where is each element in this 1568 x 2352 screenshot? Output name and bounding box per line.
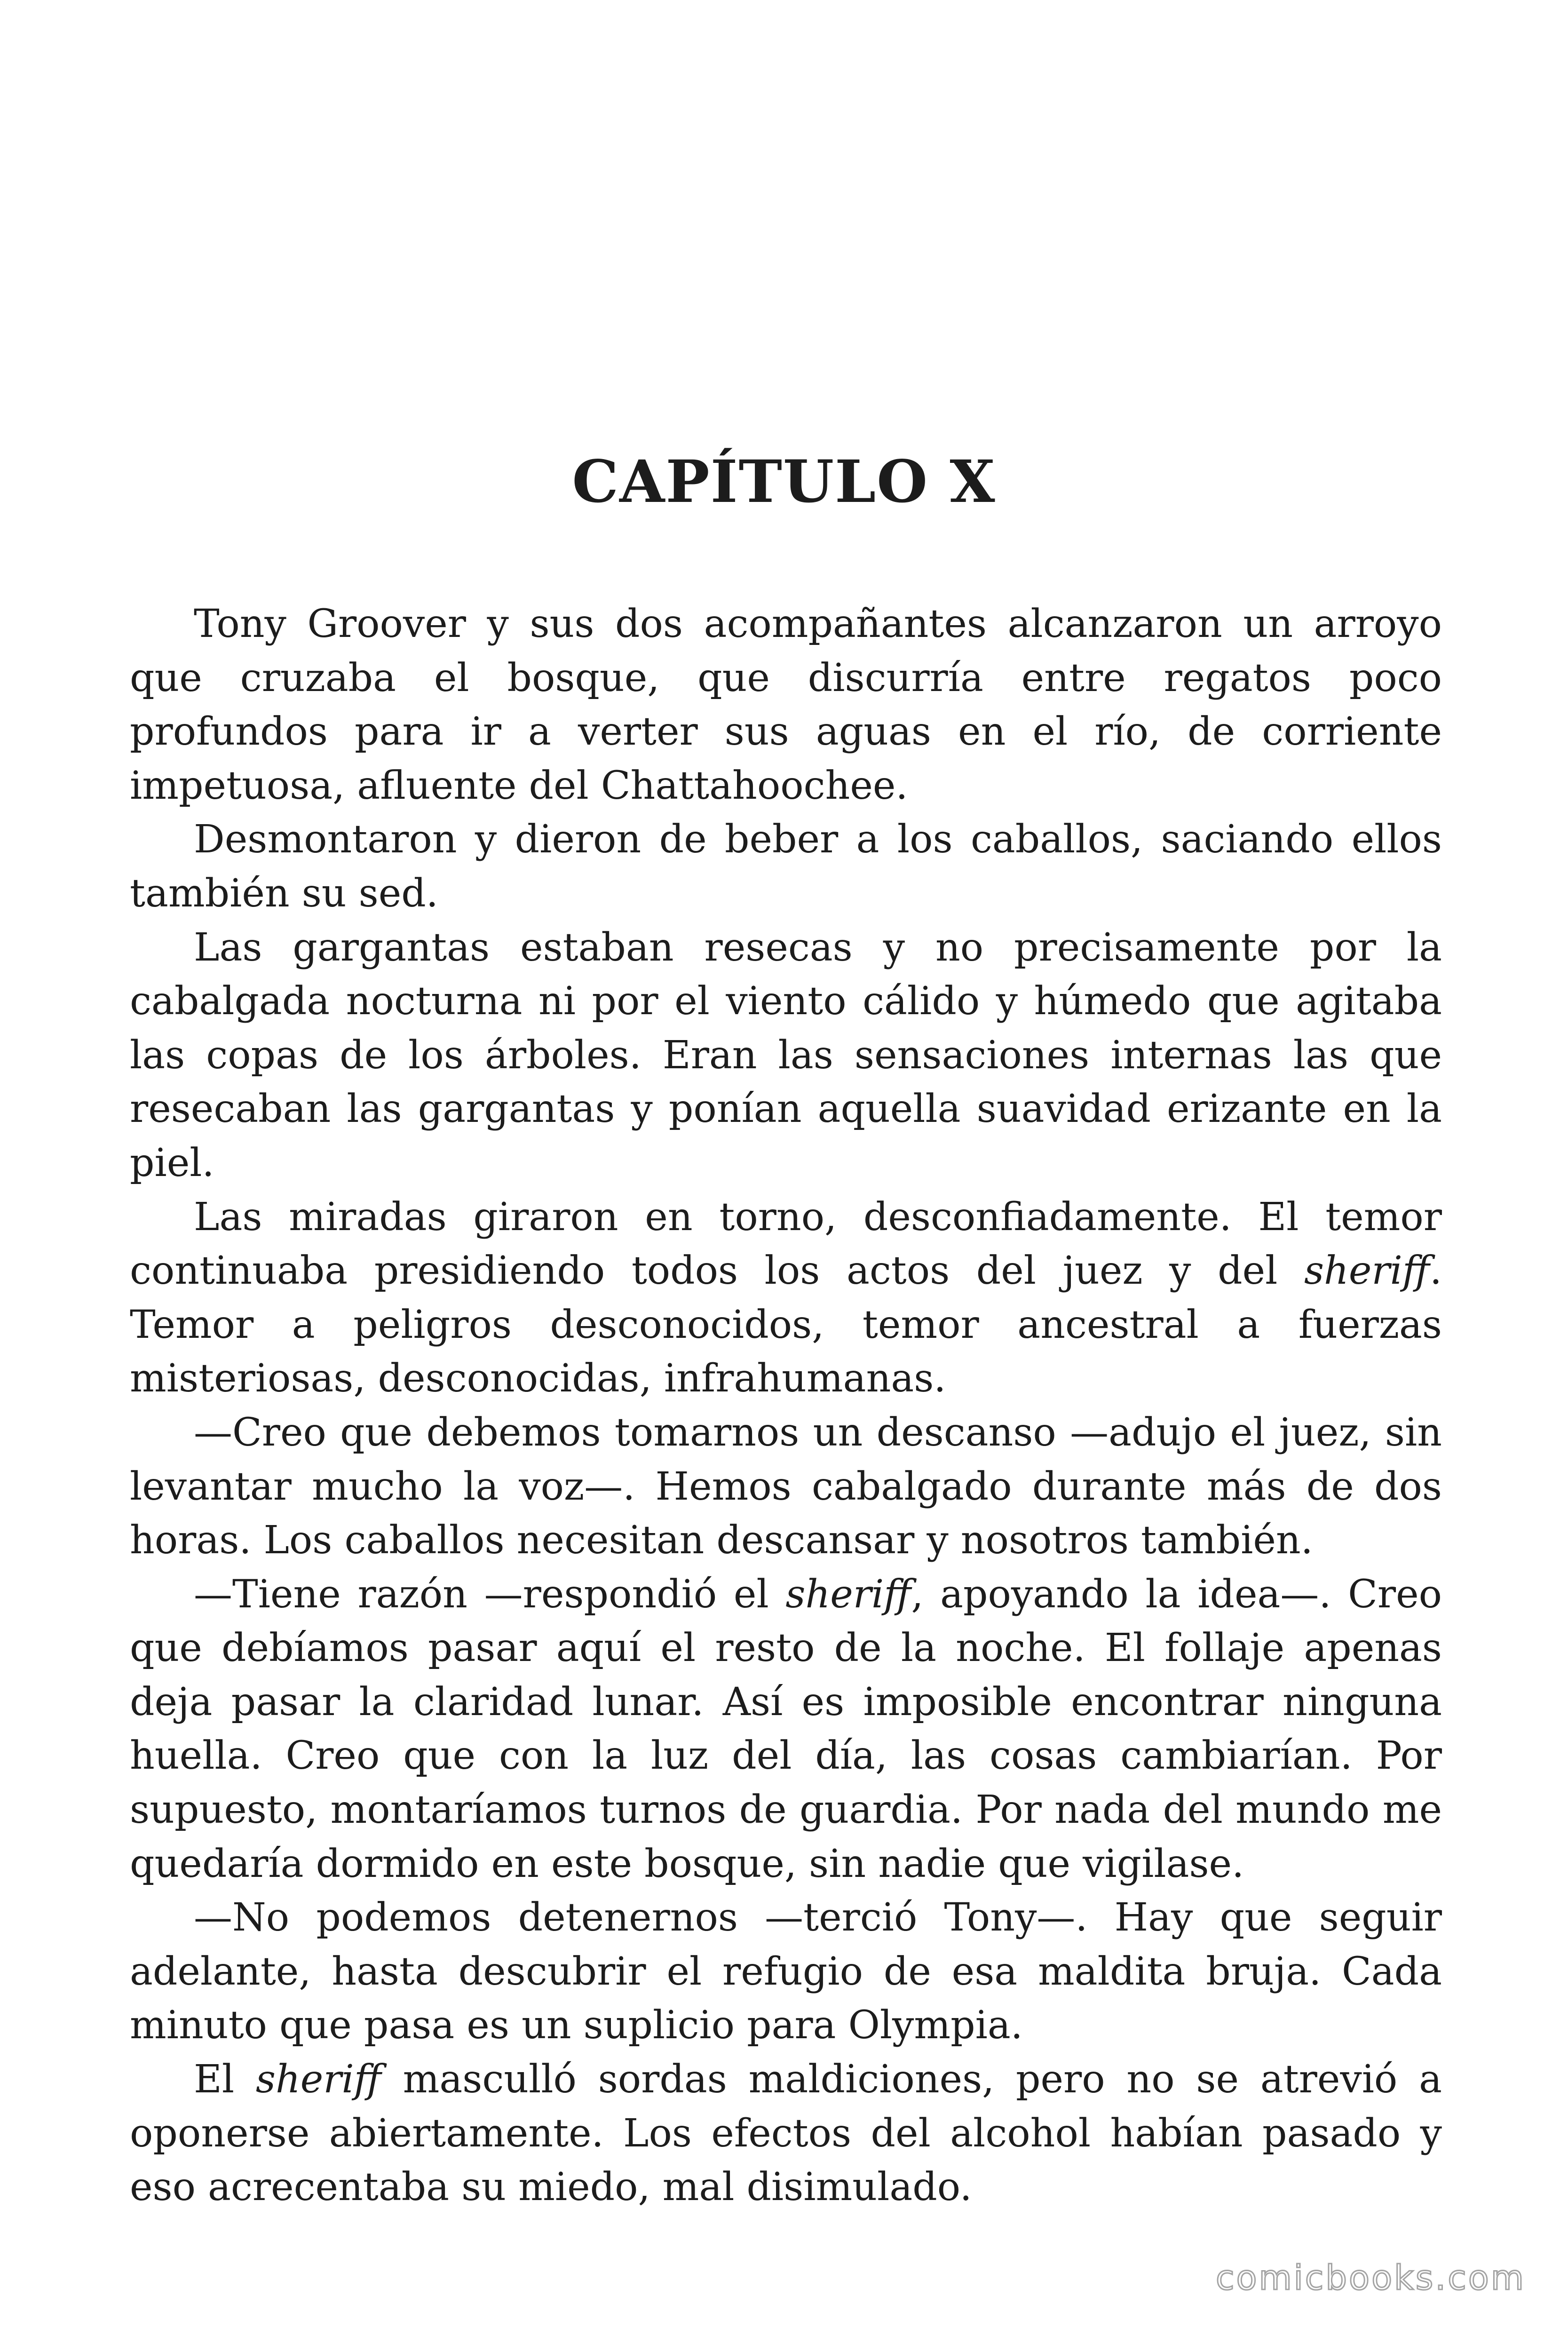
paragraph-text: . Temor a peligros desconocidos, temor ancestral a fuerzas misteriosas, desconocidas, infrahumanas. — [130, 1248, 1442, 1401]
paragraph-text: Tony Groover y sus dos acompañantes alcanzaron un arroyo que cruzaba el bosque, que discurría entre regatos poco profundos para ir a verter sus aguas en el río, de corriente impetuosa, afluente del Chattahoochee. — [130, 602, 1442, 808]
paragraph-text: —No podemos detenernos —terció Tony—. Hay que seguir adelante, hasta descubrir el refugio de esa maldita bruja. Cada minuto que pasa es un suplicio para Olympia. — [130, 1895, 1442, 2048]
italic-term: sheriff — [785, 1572, 911, 1617]
paragraph-text: , apoyando la idea—. Creo que debíamos pasar aquí el resto de la noche. El follaje apenas deja pasar la claridad lunar. Así es imposible encontrar ninguna huella. Creo que con la luz del día, las cosas cambiarían. Por supuesto, montaríamos turnos de guardia. Por nada del mundo me quedaría dormido en este bosque, sin nadie que vigilase. — [130, 1572, 1442, 1886]
paragraph-text: —Tiene razón —respondió el — [194, 1572, 786, 1617]
paragraph — [130, 1568, 1442, 1891]
paragraph — [130, 1406, 1442, 1568]
paragraph — [130, 1191, 1442, 1406]
paragraph-text: Las miradas giraron en torno, desconfiadamente. El temor continuaba presidiendo todos los actos del juez y del — [130, 1194, 1442, 1294]
paragraph — [130, 2053, 1442, 2215]
paragraph-text: Las gargantas estaban resecas y no precisamente por la cabalgada nocturna ni por el viento cálido y húmedo que agitaba las copas de los árboles. Eran las sensaciones internas las que resecaban las gargantas y ponían aquella suavidad erizante en la piel. — [130, 925, 1442, 1185]
paragraph — [130, 921, 1442, 1191]
paragraph — [130, 597, 1442, 813]
chapter-body — [130, 597, 1442, 2215]
paragraph-text: El — [194, 2057, 256, 2102]
watermark: comicbooks.com — [1215, 2258, 1526, 2297]
italic-term: sheriff — [255, 2057, 381, 2102]
paragraph-text: masculló sordas maldiciones, pero no se atrevió a oponerse abiertamente. Los efectos del alcohol habían pasado y eso acrecentaba su miedo, mal disimulado. — [130, 2057, 1442, 2210]
chapter-title: CAPÍTULO X — [572, 448, 996, 516]
paragraph-text: —Creo que debemos tomarnos un descanso —adujo el juez, sin levantar mucho la voz—. Hemos cabalgado durante más de dos horas. Los caballos necesitan descansar y nosotros también. — [130, 1410, 1442, 1563]
italic-term: sheriff — [1304, 1248, 1430, 1294]
paragraph — [130, 813, 1442, 921]
paragraph-text: Desmontaron y dieron de beber a los caballos, saciando ellos también su sed. — [130, 817, 1442, 916]
paragraph — [130, 1891, 1442, 2053]
